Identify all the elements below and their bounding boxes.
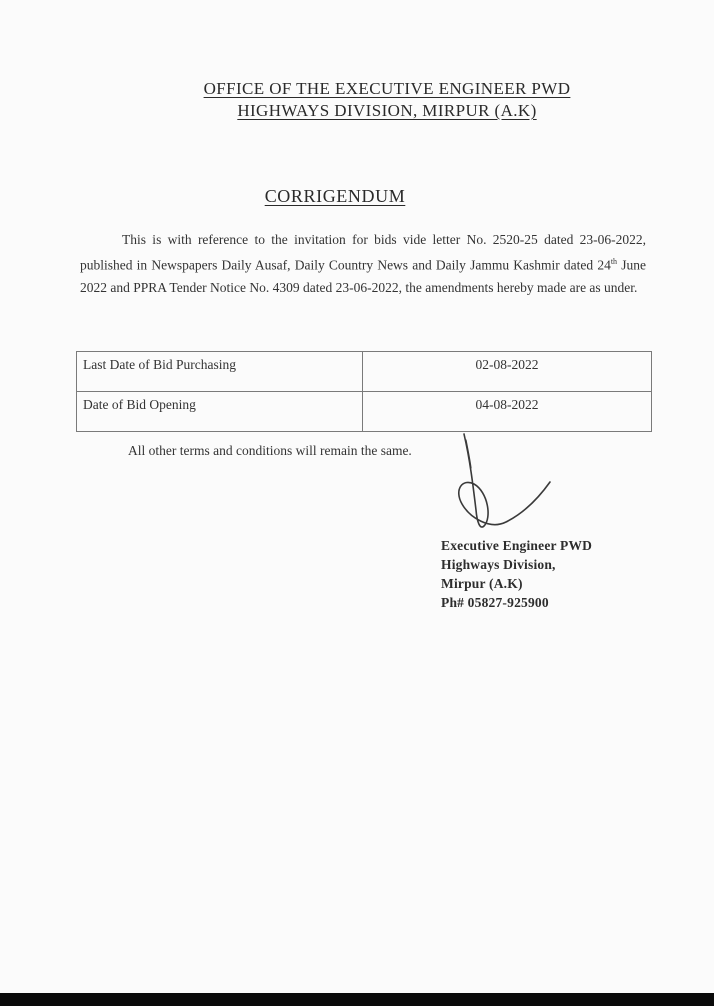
header-line-1: OFFICE OF THE EXECUTIVE ENGINEER PWD bbox=[203, 79, 571, 98]
bottom-edge bbox=[0, 993, 714, 1006]
body-text-part-1: This is with reference to the invitation for bids vide letter No. 2520-25 dated 23-06-2022, published in Newspapers Daily Ausaf, Daily Country News and Daily Jammu Kashmir dated 24 bbox=[80, 232, 646, 273]
office-header bbox=[0, 78, 714, 122]
handwritten-signature bbox=[440, 430, 560, 540]
body-text-superscript: th bbox=[610, 257, 618, 266]
row-value: 02-08-2022 bbox=[363, 352, 652, 392]
amendments-table bbox=[76, 351, 652, 432]
signatory-phone: Ph# 05827-925900 bbox=[441, 595, 549, 610]
document-title bbox=[0, 186, 714, 207]
body-paragraph bbox=[80, 229, 646, 299]
signatory-designation: Executive Engineer PWD bbox=[441, 538, 593, 553]
row-label: Last Date of Bid Purchasing bbox=[77, 352, 363, 392]
closing-statement: All other terms and conditions will remain the same. bbox=[128, 443, 412, 458]
signatory-division: Highways Division, bbox=[441, 557, 556, 572]
body-text-part-2: June 2022 and PPRA Tender Notice No. 4309 dated 23-06-2022, the amendments hereby made are as under. bbox=[80, 257, 646, 295]
row-value: 04-08-2022 bbox=[363, 392, 652, 432]
row-label: Date of Bid Opening bbox=[77, 392, 363, 432]
signatory-location: Mirpur (A.K) bbox=[441, 576, 523, 591]
table-row bbox=[77, 392, 652, 432]
table-row bbox=[77, 352, 652, 392]
header-line-2: HIGHWAYS DIVISION, MIRPUR (A.K) bbox=[237, 101, 537, 120]
signatory-block bbox=[441, 536, 592, 612]
title-text: CORRIGENDUM bbox=[264, 186, 406, 206]
